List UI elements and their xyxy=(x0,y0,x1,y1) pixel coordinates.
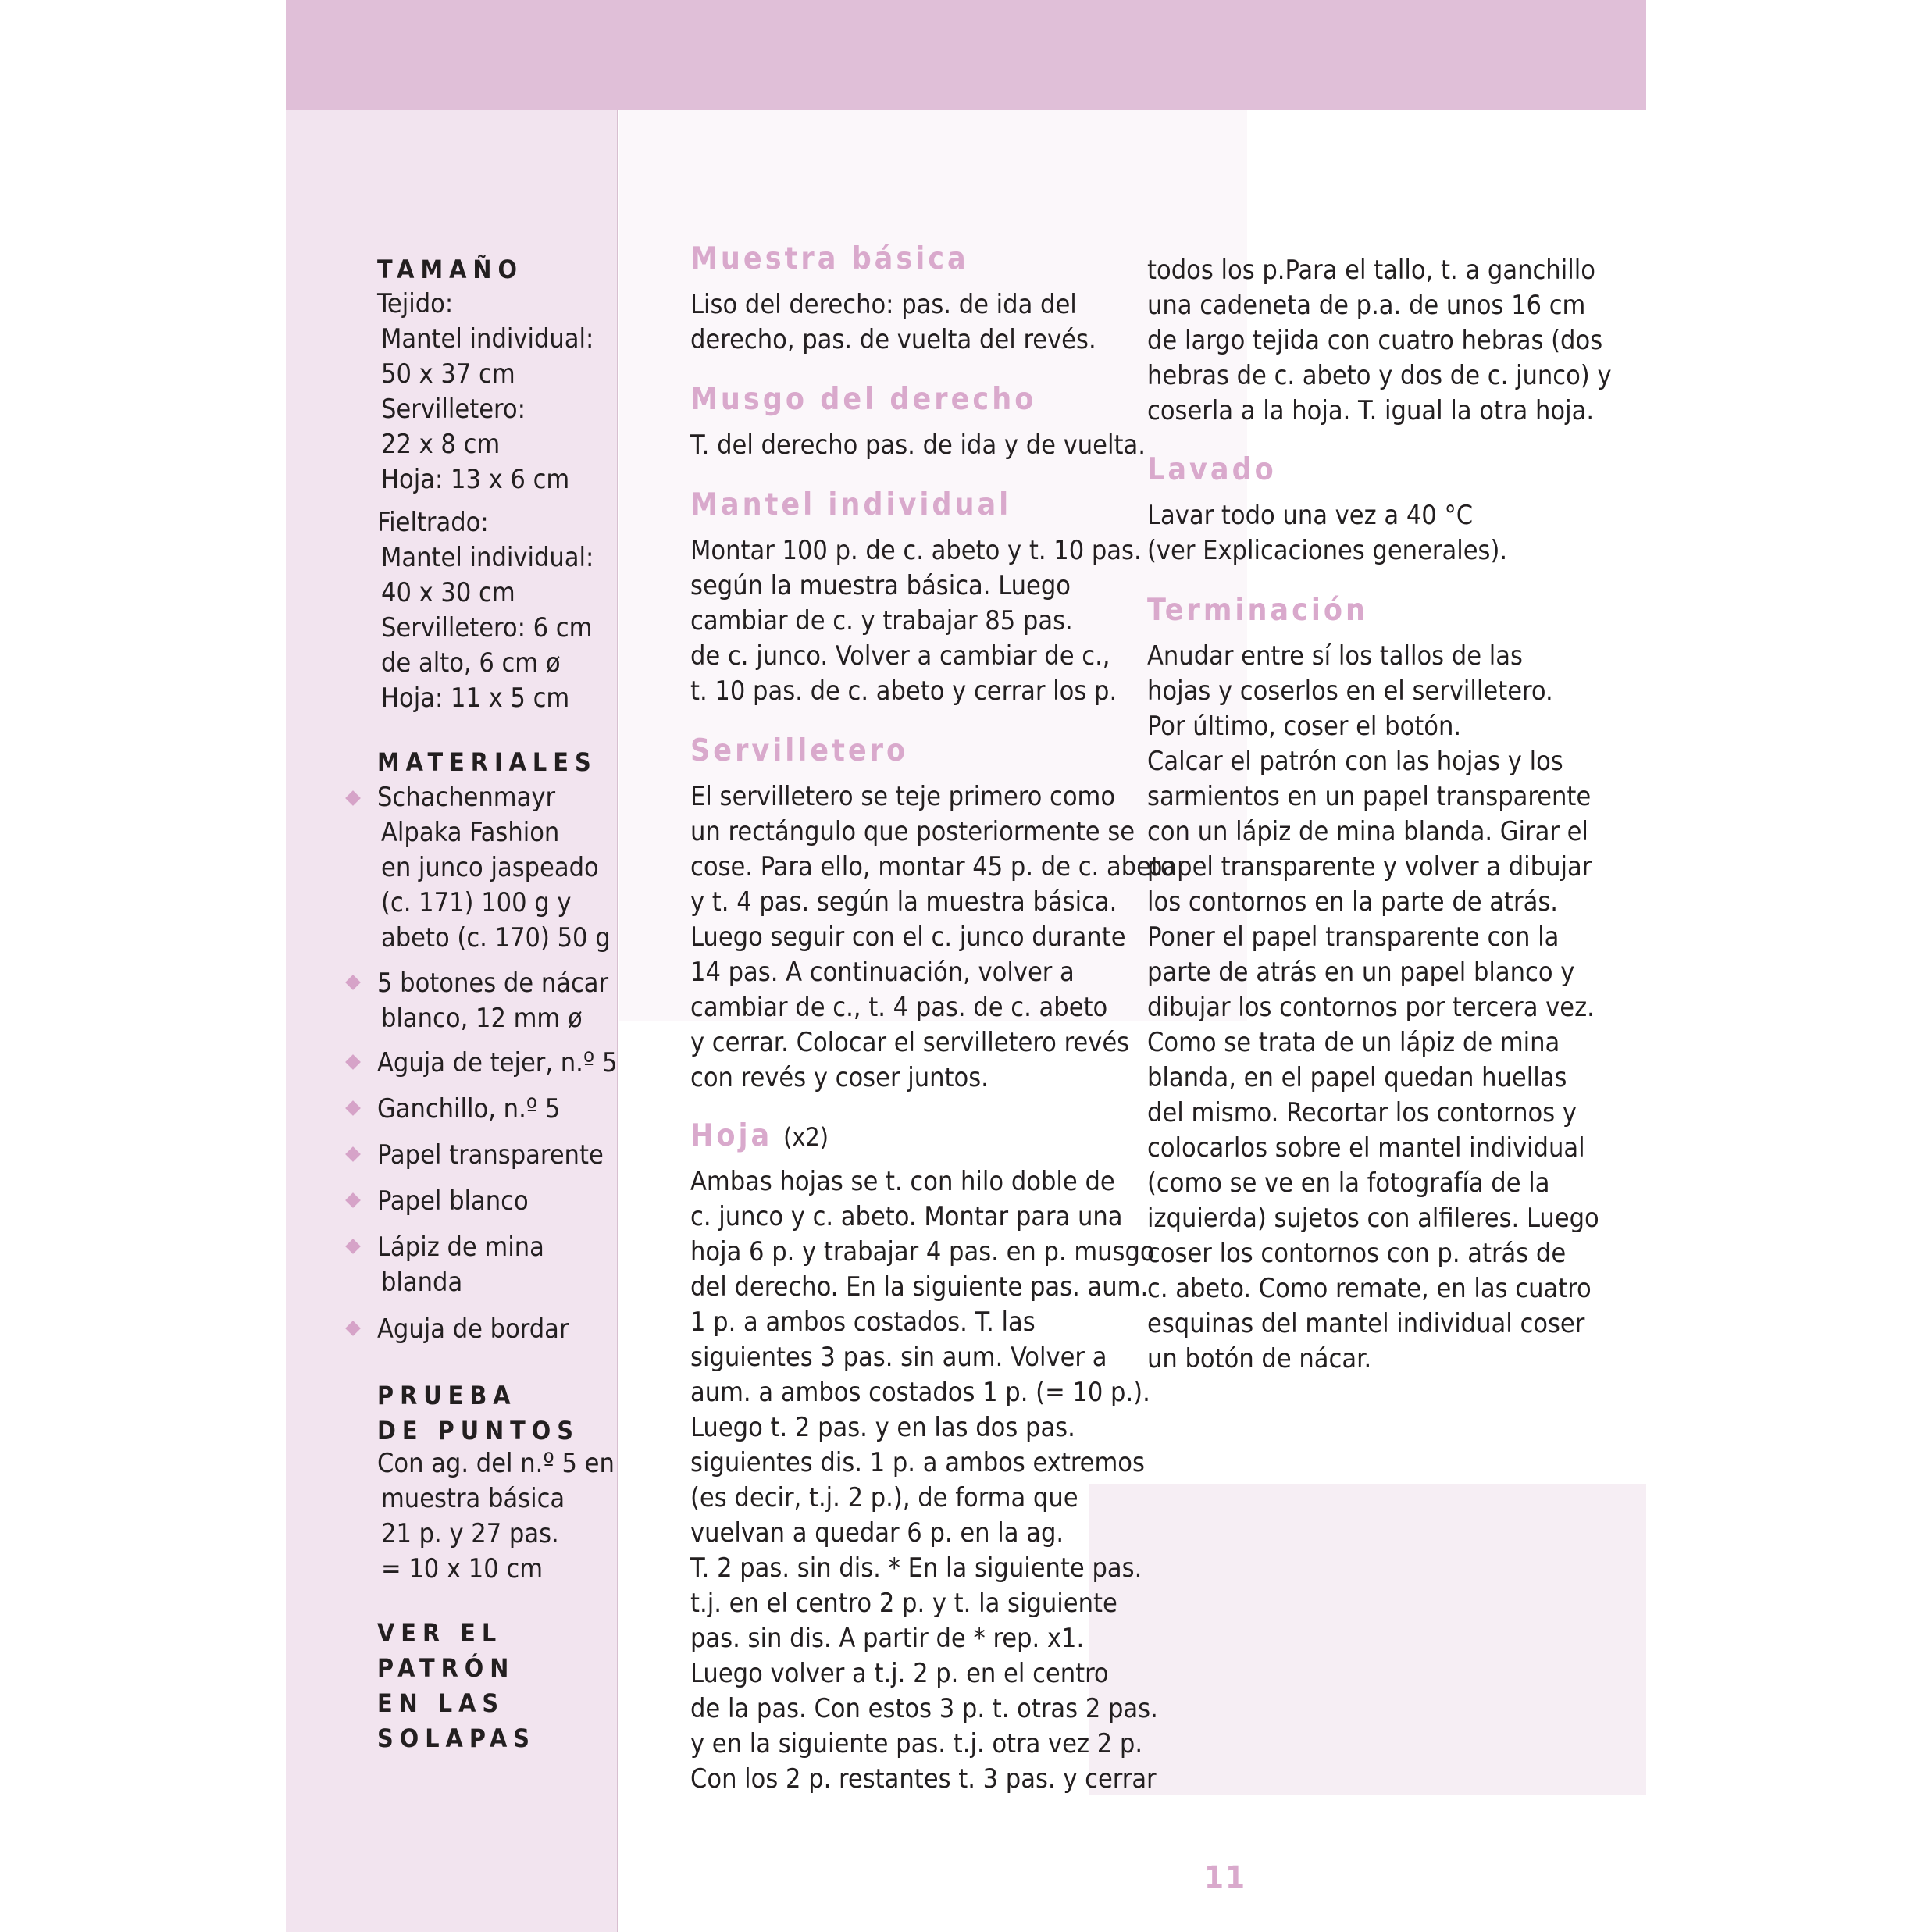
body-line: y cerrar. Colocar el servilletero revés xyxy=(690,1027,1130,1058)
body-line: Anudar entre sí los tallos de las xyxy=(1147,640,1523,672)
body-line: hojas y coserlos en el servilletero. xyxy=(1147,675,1553,707)
gauge-heading: PRUEBA xyxy=(377,1381,517,1410)
body-line: Montar 100 p. de c. abeto y t. 10 pas. xyxy=(690,535,1142,566)
body-line: y en la siguiente pas. t.j. otra vez 2 p. xyxy=(690,1728,1143,1759)
materials-heading: MATERIALES xyxy=(377,747,597,777)
body-line: t. 10 pas. de c. abeto y cerrar los p. xyxy=(690,675,1117,707)
body-line: Ambas hojas se t. con hilo doble de xyxy=(690,1166,1115,1197)
material-line: Ganchillo, n.º 5 xyxy=(377,1093,561,1125)
section-title: Lavado xyxy=(1147,452,1277,487)
section-title-text: Hoja xyxy=(690,1118,773,1153)
size-line: Tejido: xyxy=(377,288,454,319)
size-line: Servilletero: 6 cm xyxy=(381,612,593,643)
pattern-note: EN LAS xyxy=(377,1688,505,1718)
body-line: de la pas. Con estos 3 p. t. otras 2 pas. xyxy=(690,1693,1158,1724)
material-line: Aguja de bordar xyxy=(377,1314,569,1345)
material-line: blanda xyxy=(381,1267,463,1298)
body-line: T. 2 pas. sin dis. * En la siguiente pas. xyxy=(690,1552,1142,1584)
pattern-note: PATRÓN xyxy=(377,1653,515,1683)
body-line: Calcar el patrón con las hojas y los xyxy=(1147,746,1563,777)
body-line: derecho, pas. de vuelta del revés. xyxy=(690,324,1096,355)
section-title xyxy=(690,1118,829,1153)
size-line: 22 x 8 cm xyxy=(381,429,501,460)
body-line: pas. sin dis. A partir de * rep. x1. xyxy=(690,1623,1085,1654)
gauge-line: = 10 x 10 cm xyxy=(381,1553,544,1584)
material-line: Alpaka Fashion xyxy=(381,817,560,848)
body-line: (es decir, t.j. 2 p.), de forma que xyxy=(690,1482,1078,1513)
body-line: un rectángulo que posteriormente se xyxy=(690,816,1135,847)
size-line: Servilletero: xyxy=(381,394,526,425)
body-line: y t. 4 pas. según la muestra básica. xyxy=(690,886,1117,918)
material-line: (c. 171) 100 g y xyxy=(381,887,572,918)
material-line: 5 botones de nácar xyxy=(377,968,609,999)
material-line: abeto (c. 170) 50 g xyxy=(381,922,611,954)
body-line: coserla a la hoja. T. igual la otra hoja. xyxy=(1147,395,1595,426)
body-line: coser los contornos con p. atrás de xyxy=(1147,1238,1567,1269)
body-line: izquierda) sujetos con alfileres. Luego xyxy=(1147,1203,1599,1234)
material-line: Lápiz de mina xyxy=(377,1232,544,1263)
size-heading: TAMAÑO xyxy=(377,255,523,284)
section-title: Mantel individual xyxy=(690,487,1012,522)
body-line: cose. Para ello, montar 45 p. de c. abeto xyxy=(690,851,1175,882)
body-line: según la muestra básica. Luego xyxy=(690,570,1071,601)
body-line: Luego t. 2 pas. y en las dos pas. xyxy=(690,1412,1075,1443)
body-line: siguientes dis. 1 p. a ambos extremos xyxy=(690,1447,1145,1478)
body-line: los contornos en la parte de atrás. xyxy=(1147,886,1558,918)
body-line: Luego seguir con el c. junco durante xyxy=(690,921,1126,953)
body-line: colocarlos sobre el mantel individual xyxy=(1147,1132,1585,1164)
material-line: Aguja de tejer, n.º 5 xyxy=(377,1047,618,1078)
material-line: Papel transparente xyxy=(377,1139,604,1171)
size-line: Mantel individual: xyxy=(381,542,594,573)
section-title: Terminación xyxy=(1147,593,1369,628)
size-line: Hoja: 13 x 6 cm xyxy=(381,464,570,495)
body-line: vuelvan a quedar 6 p. en la ag. xyxy=(690,1517,1064,1549)
body-line: aum. a ambos costados 1 p. (= 10 p.). xyxy=(690,1377,1150,1408)
body-line: del derecho. En la siguiente pas. aum. xyxy=(690,1271,1149,1303)
body-line: (como se ve en la fotografía de la xyxy=(1147,1167,1550,1199)
material-line: Papel blanco xyxy=(377,1185,529,1217)
body-line: de largo tejida con cuatro hebras (dos xyxy=(1147,325,1603,356)
body-line: parte de atrás en un papel blanco y xyxy=(1147,957,1575,988)
body-line: Poner el papel transparente con la xyxy=(1147,921,1560,953)
page-number: 11 xyxy=(1204,1860,1247,1896)
body-line: dibujar los contornos por tercera vez. xyxy=(1147,992,1595,1023)
gauge-line: Con ag. del n.º 5 en xyxy=(377,1448,615,1479)
body-line: t.j. en el centro 2 p. y t. la siguiente xyxy=(690,1588,1117,1619)
section-title: Servilletero xyxy=(690,733,909,768)
body-line: blanda, en el papel quedan huellas xyxy=(1147,1062,1567,1093)
body-line: Por último, coser el botón. xyxy=(1147,711,1462,742)
body-line: todos los p.Para el tallo, t. a ganchillo xyxy=(1147,255,1595,286)
body-line: El servilletero se teje primero como xyxy=(690,781,1116,812)
gauge-line: muestra básica xyxy=(381,1483,565,1514)
body-line: c. abeto. Como remate, en las cuatro xyxy=(1147,1273,1592,1304)
header-band xyxy=(286,0,1646,110)
body-line: hebras de c. abeto y dos de c. junco) y xyxy=(1147,360,1612,391)
gauge-heading: DE PUNTOS xyxy=(377,1416,579,1445)
body-line: T. del derecho pas. de ida y de vuelta. xyxy=(690,430,1146,461)
background-tint xyxy=(1089,1484,1646,1795)
material-line: blanco, 12 mm ø xyxy=(381,1003,583,1034)
body-line: cambiar de c. y trabajar 85 pas. xyxy=(690,605,1073,636)
body-line: siguientes 3 pas. sin aum. Volver a xyxy=(690,1342,1107,1373)
body-line: esquinas del mantel individual coser xyxy=(1147,1308,1585,1339)
size-line: Fieltrado: xyxy=(377,507,489,538)
pattern-note: VER EL xyxy=(377,1618,503,1648)
body-line: una cadeneta de p.a. de unos 16 cm xyxy=(1147,290,1586,321)
body-line: hoja 6 p. y trabajar 4 pas. en p. musgo xyxy=(690,1236,1155,1267)
body-line: un botón de nácar. xyxy=(1147,1343,1372,1374)
section-title: Muestra básica xyxy=(690,241,969,276)
body-line: de c. junco. Volver a cambiar de c., xyxy=(690,640,1110,672)
pattern-note: SOLAPAS xyxy=(377,1723,536,1753)
body-line: (ver Explicaciones generales). xyxy=(1147,535,1508,566)
body-line: c. junco y c. abeto. Montar para una xyxy=(690,1201,1123,1232)
body-line: Con los 2 p. restantes t. 3 pas. y cerrar xyxy=(690,1763,1157,1795)
body-line: papel transparente y volver a dibujar xyxy=(1147,851,1592,882)
body-line: cambiar de c., t. 4 pas. de c. abeto xyxy=(690,992,1108,1023)
body-line: Liso del derecho: pas. de ida del xyxy=(690,289,1077,320)
material-line: en junco jaspeado xyxy=(381,852,599,883)
size-line: Hoja: 11 x 5 cm xyxy=(381,683,570,714)
material-line: Schachenmayr xyxy=(377,782,556,813)
body-line: Como se trata de un lápiz de mina xyxy=(1147,1027,1560,1058)
body-line: Lavar todo una vez a 40 °C xyxy=(1147,500,1474,531)
body-line: del mismo. Recortar los contornos y xyxy=(1147,1097,1577,1128)
size-line: de alto, 6 cm ø xyxy=(381,647,561,679)
body-line: con revés y coser juntos. xyxy=(690,1062,989,1093)
gauge-line: 21 p. y 27 pas. xyxy=(381,1518,559,1549)
body-line: Luego volver a t.j. 2 p. en el centro xyxy=(690,1658,1109,1689)
size-line: 40 x 30 cm xyxy=(381,577,515,608)
body-line: con un lápiz de mina blanda. Girar el xyxy=(1147,816,1588,847)
quantity-label: (x2) xyxy=(783,1122,829,1152)
size-line: Mantel individual: xyxy=(381,323,594,355)
body-line: 14 pas. A continuación, volver a xyxy=(690,957,1075,988)
section-title: Musgo del derecho xyxy=(690,382,1037,417)
size-line: 50 x 37 cm xyxy=(381,358,515,390)
body-line: 1 p. a ambos costados. T. las xyxy=(690,1306,1036,1338)
body-line: sarmientos en un papel transparente xyxy=(1147,781,1592,812)
